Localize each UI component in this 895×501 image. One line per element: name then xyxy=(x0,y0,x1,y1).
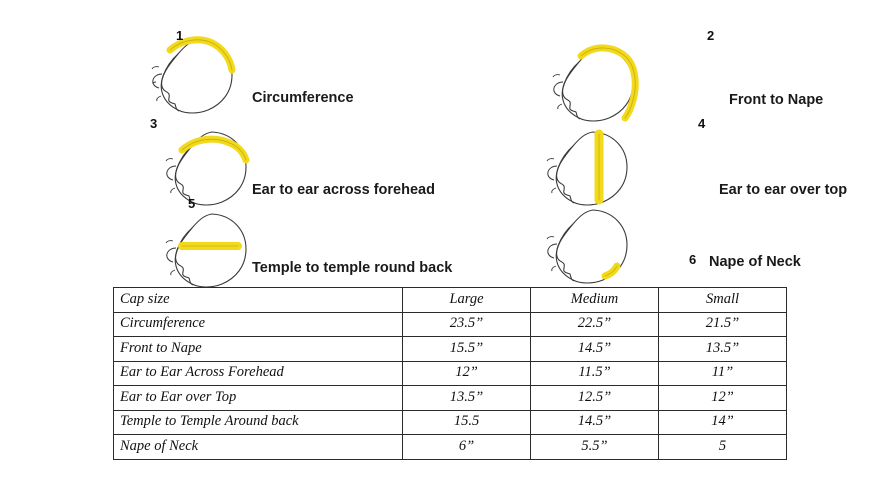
measurement-label-6: Nape of Neck xyxy=(709,254,801,270)
measurement-label-1: Circumference xyxy=(252,90,354,106)
row-value-small: 11” xyxy=(659,361,787,386)
measurement-item-1 xyxy=(140,30,480,122)
row-value-large: 23.5” xyxy=(403,312,531,337)
measurement-item-6 xyxy=(513,198,893,283)
row-value-large: 13.5” xyxy=(403,386,531,411)
row-value-large: 15.5” xyxy=(403,337,531,362)
measurement-number-4: 4 xyxy=(698,116,706,131)
row-value-small: 12” xyxy=(659,386,787,411)
measurement-label-2: Front to Nape xyxy=(729,92,824,108)
row-value-small: 13.5” xyxy=(659,337,787,362)
table-row xyxy=(114,312,787,337)
row-label: Nape of Neck xyxy=(114,435,403,460)
measurement-number-3: 3 xyxy=(150,116,158,131)
row-value-large: 6” xyxy=(403,435,531,460)
row-value-large: 12” xyxy=(403,361,531,386)
row-value-medium: 14.5” xyxy=(531,337,659,362)
head-profile-icon xyxy=(140,30,250,122)
measurement-item-2 xyxy=(523,30,893,122)
table-header-large: Large xyxy=(403,288,531,313)
measurement-number-6: 6 xyxy=(689,252,697,267)
table-header-medium: Medium xyxy=(531,288,659,313)
row-value-small: 5 xyxy=(659,435,787,460)
row-label: Ear to Ear Across Forehead xyxy=(114,361,403,386)
table-header-small: Small xyxy=(659,288,787,313)
row-value-medium: 14.5” xyxy=(531,410,659,435)
row-label: Temple to Temple Around back xyxy=(114,410,403,435)
measurement-number-1: 1 xyxy=(176,28,184,43)
row-value-small: 21.5” xyxy=(659,312,787,337)
row-value-medium: 22.5” xyxy=(531,312,659,337)
table-row xyxy=(114,410,787,435)
measurement-item-5 xyxy=(140,198,520,283)
row-label: Circumference xyxy=(114,312,403,337)
table-row xyxy=(114,361,787,386)
table-row xyxy=(114,337,787,362)
row-label: Front to Nape xyxy=(114,337,403,362)
measurement-item-3 xyxy=(140,116,500,206)
measurement-number-2: 2 xyxy=(707,28,715,43)
table-header-row xyxy=(114,288,787,313)
head-profile-icon xyxy=(154,206,274,291)
row-value-medium: 5.5” xyxy=(531,435,659,460)
head-profile-icon xyxy=(535,202,675,287)
measurement-item-4 xyxy=(513,116,893,206)
measurement-diagram xyxy=(118,8,894,283)
row-value-small: 14” xyxy=(659,410,787,435)
row-value-large: 15.5 xyxy=(403,410,531,435)
measurement-label-5: Temple to temple round back xyxy=(252,260,453,276)
row-value-medium: 12.5” xyxy=(531,386,659,411)
table-row xyxy=(114,435,787,460)
row-value-medium: 11.5” xyxy=(531,361,659,386)
table-row xyxy=(114,386,787,411)
measurement-number-5: 5 xyxy=(188,196,196,211)
table-header-cap-size: Cap size xyxy=(114,288,403,313)
row-label: Ear to Ear over Top xyxy=(114,386,403,411)
measurement-label-4: Ear to ear over top xyxy=(719,182,848,198)
cap-size-table xyxy=(113,287,787,460)
measurement-label-3: Ear to ear across forehead xyxy=(252,182,435,198)
